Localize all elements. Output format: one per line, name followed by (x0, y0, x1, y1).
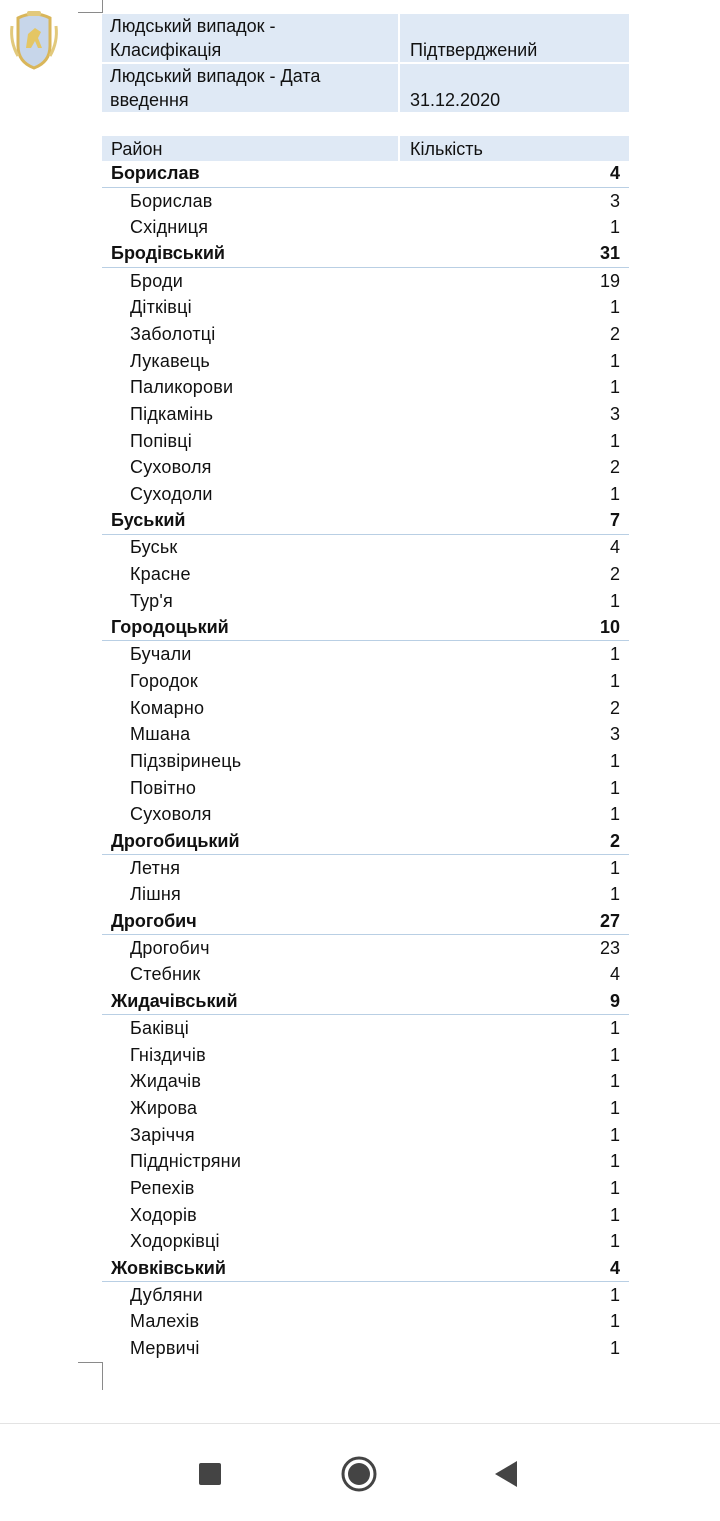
locality-name: Жидачів (130, 1071, 202, 1092)
table-row (102, 721, 629, 748)
table-row (102, 1282, 629, 1309)
locality-name: Тур'я (130, 590, 173, 611)
case-count: 4 (609, 163, 620, 184)
locality-name: Суховоля (130, 457, 212, 478)
case-count: 1 (609, 1017, 620, 1038)
table-row (102, 268, 629, 295)
table-row (102, 1042, 629, 1069)
district-name: Жовківський (111, 1257, 226, 1278)
locality-name: Заріччя (130, 1124, 195, 1145)
locality-name: Пiддністряни (130, 1151, 242, 1172)
column-header-count: Кількість (410, 138, 483, 159)
column-header-district: Район (102, 136, 400, 161)
table-row (102, 428, 629, 455)
locality-name: Гніздичів (130, 1044, 206, 1065)
case-count: 1 (609, 1071, 620, 1092)
locality-name: Попівці (130, 430, 192, 451)
case-count: 1 (609, 1044, 620, 1065)
case-count: 4 (609, 1257, 620, 1278)
case-count: 1 (609, 1338, 620, 1359)
table-group-row (102, 1255, 629, 1282)
crop-mark-bottom-h (78, 1362, 102, 1363)
filter-value: Підтверджений (410, 40, 538, 60)
case-count: 1 (609, 430, 620, 451)
district-name: Борислав (111, 163, 200, 184)
locality-name: Бучали (130, 644, 192, 665)
table-row (102, 375, 629, 402)
locality-name: Малехів (130, 1311, 200, 1332)
case-count: 1 (609, 590, 620, 611)
back-triangle-icon[interactable] (484, 1452, 528, 1496)
table-row (102, 1229, 629, 1256)
table-row (102, 455, 629, 482)
locality-name: Ходорківці (130, 1231, 220, 1252)
table-group-row (102, 161, 629, 188)
case-count: 3 (609, 190, 620, 211)
locality-name: Баківці (130, 1017, 189, 1038)
case-count: 1 (609, 377, 620, 398)
locality-name: Стебник (130, 964, 201, 985)
table-row (102, 1122, 629, 1149)
table-group-row (102, 988, 629, 1015)
district-name: Городоцький (111, 617, 229, 638)
case-count: 1 (609, 644, 620, 665)
table-row (102, 1175, 629, 1202)
table-row (102, 882, 629, 909)
locality-name: Лішня (130, 884, 181, 905)
case-count: 1 (609, 1311, 620, 1332)
district-name: Жидачівський (111, 990, 238, 1011)
crop-mark-top-h (78, 12, 102, 13)
case-count: 10 (599, 617, 620, 638)
table-row (102, 695, 629, 722)
table-row (102, 1095, 629, 1122)
locality-name: Мервичі (130, 1338, 200, 1359)
table-row (102, 214, 629, 241)
district-name: Буський (111, 510, 186, 531)
case-count: 1 (609, 670, 620, 691)
table-row (102, 188, 629, 215)
filter-key: Людський випадок - Дата введення (102, 64, 400, 112)
locality-name: Повітно (130, 777, 197, 798)
locality-name: Підкамінь (130, 404, 214, 425)
table-row (102, 561, 629, 588)
case-count: 27 (599, 910, 620, 931)
table-row (102, 1202, 629, 1229)
locality-name: Дрогобич (130, 937, 210, 958)
table-row (102, 668, 629, 695)
case-count: 31 (599, 243, 620, 264)
filter-row-classification (102, 14, 629, 64)
case-count: 1 (609, 1151, 620, 1172)
locality-name: Борислав (130, 190, 213, 211)
case-count: 1 (609, 350, 620, 371)
locality-name: Східниця (130, 217, 209, 238)
case-count: 2 (609, 697, 620, 718)
table-group-row (102, 241, 629, 268)
case-count: 1 (609, 857, 620, 878)
table-row (102, 588, 629, 615)
case-count: 3 (609, 404, 620, 425)
table-row (102, 348, 629, 375)
table-group-row (102, 908, 629, 935)
locality-name: Дубляни (130, 1284, 203, 1305)
locality-name: Ходорів (130, 1204, 197, 1225)
case-count: 9 (609, 990, 620, 1011)
locality-name: Жирова (130, 1097, 198, 1118)
home-circle-icon[interactable] (337, 1452, 381, 1496)
table-group-row (102, 508, 629, 535)
table-row (102, 535, 629, 562)
table-row (102, 1068, 629, 1095)
locality-name: Броди (130, 270, 183, 291)
locality-name: Комарно (130, 697, 205, 718)
table-row (102, 775, 629, 802)
case-count: 1 (609, 217, 620, 238)
cases-by-district-table (102, 136, 629, 1362)
case-count: 2 (609, 457, 620, 478)
locality-name: Дітківці (130, 297, 192, 318)
table-body (102, 161, 629, 1362)
case-count: 1 (609, 804, 620, 825)
case-count: 1 (609, 1097, 620, 1118)
table-row (102, 641, 629, 668)
locality-name: Підзвіринець (130, 750, 242, 771)
table-row (102, 481, 629, 508)
case-count: 1 (609, 297, 620, 318)
crop-mark-bottom-v (102, 1362, 103, 1390)
case-count: 19 (599, 270, 620, 291)
table-row (102, 1148, 629, 1175)
crop-mark-top-v (102, 0, 103, 13)
case-count: 1 (609, 1177, 620, 1198)
table-row (102, 1335, 629, 1362)
table-row (102, 802, 629, 829)
case-count: 3 (609, 724, 620, 745)
table-row (102, 401, 629, 428)
table-row (102, 1015, 629, 1042)
district-name: Бродівський (111, 243, 225, 264)
filter-value: 31.12.2020 (410, 90, 501, 110)
case-count: 1 (609, 750, 620, 771)
table-row (102, 1309, 629, 1336)
case-count: 1 (609, 1204, 620, 1225)
locality-name: Мшана (130, 724, 191, 745)
district-name: Дрогобицький (111, 830, 240, 851)
locality-name: Лукавець (130, 350, 210, 371)
recents-square-icon[interactable] (188, 1452, 232, 1496)
case-count: 7 (609, 510, 620, 531)
case-count: 1 (609, 1284, 620, 1305)
district-name: Дрогобич (111, 910, 197, 931)
locality-name: Репехів (130, 1177, 195, 1198)
table-group-row (102, 828, 629, 855)
table-group-row (102, 615, 629, 642)
case-count: 2 (609, 830, 620, 851)
case-count: 1 (609, 1231, 620, 1252)
locality-name: Городок (130, 670, 198, 691)
case-count: 2 (609, 564, 620, 585)
table-row (102, 855, 629, 882)
case-count: 4 (609, 537, 620, 558)
filter-row-date (102, 64, 629, 114)
case-count: 4 (609, 964, 620, 985)
case-count: 23 (599, 937, 620, 958)
case-count: 1 (609, 484, 620, 505)
table-row (102, 321, 629, 348)
locality-name: Паликорови (130, 377, 234, 398)
lviv-oblast-emblem-icon (8, 8, 60, 72)
locality-name: Суходоли (130, 484, 213, 505)
table-row (102, 962, 629, 989)
case-count: 1 (609, 1124, 620, 1145)
system-navigation-bar (0, 1423, 720, 1521)
locality-name: Красне (130, 564, 191, 585)
locality-name: Буськ (130, 537, 178, 558)
filter-summary-table (102, 14, 629, 114)
table-row (102, 294, 629, 321)
locality-name: Летня (130, 857, 181, 878)
case-count: 1 (609, 884, 620, 905)
locality-name: Заболотці (130, 323, 216, 344)
locality-name: Суховоля (130, 804, 212, 825)
filter-key: Людський випадок - Класифікація (102, 14, 400, 62)
table-row (102, 935, 629, 962)
table-row (102, 748, 629, 775)
case-count: 1 (609, 777, 620, 798)
table-header (102, 136, 629, 161)
case-count: 2 (609, 323, 620, 344)
